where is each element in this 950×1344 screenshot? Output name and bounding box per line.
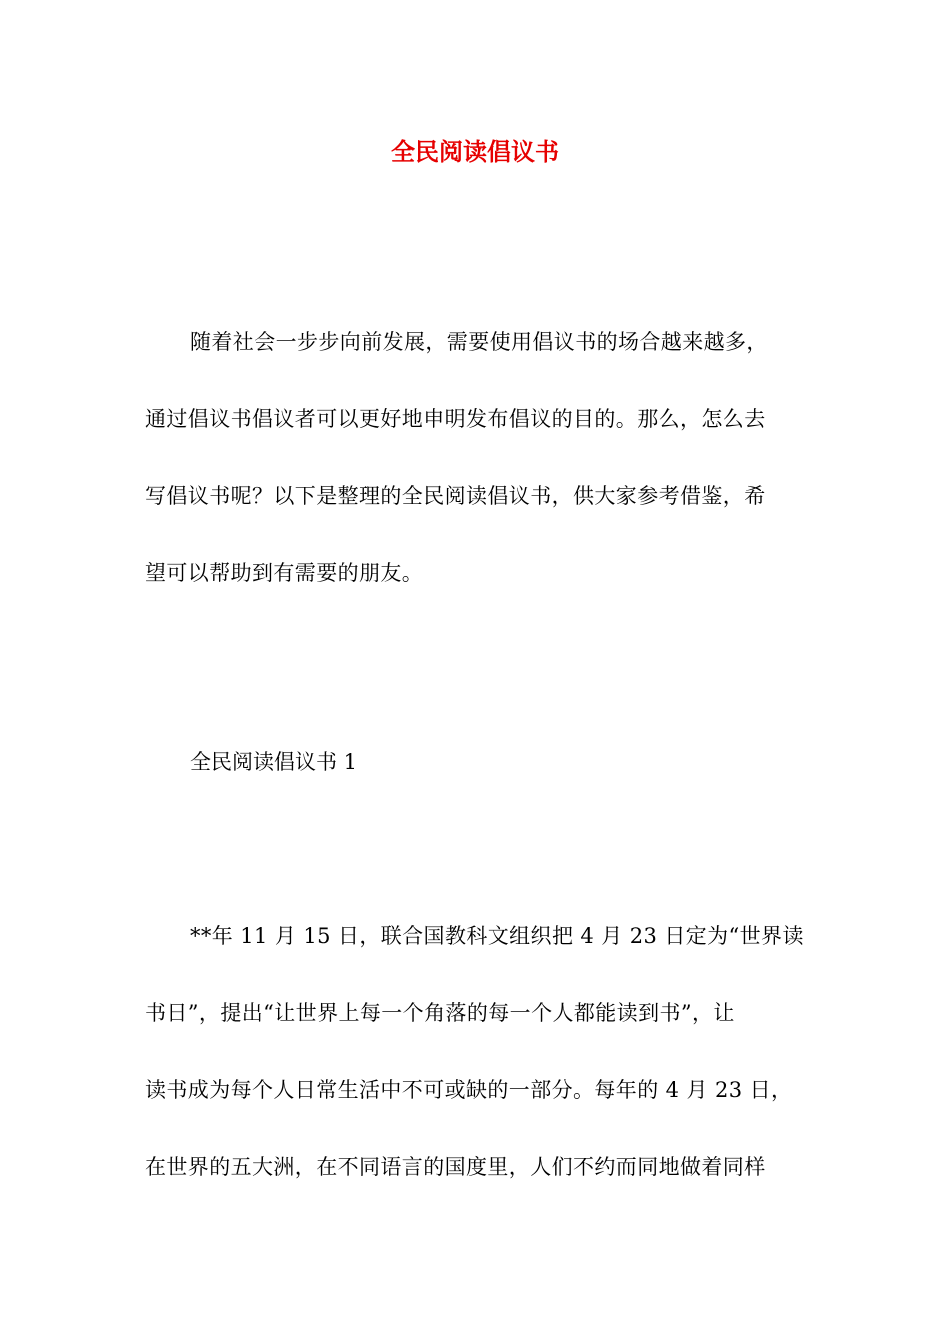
paragraph-line: 望可以帮助到有需要的朋友。 xyxy=(145,561,424,585)
paragraph-line: 随着社会一步步向前发展，需要使用倡议书的场合越来越多， xyxy=(190,330,768,354)
paragraph-line: 通过倡议书倡议者可以更好地申明发布倡议的目的。那么，怎么去 xyxy=(145,407,766,431)
paragraph-line: 写倡议书呢？以下是整理的全民阅读倡议书，供大家参考借鉴，希 xyxy=(145,484,766,508)
paragraph-line: 读书成为每个人日常生活中不可或缺的一部分。每年的 4 月 23 日， xyxy=(145,1078,793,1102)
section-heading: 全民阅读倡议书 1 xyxy=(190,750,358,774)
paragraph-line: **年 11 月 15 日，联合国教科文组织把 4 月 23 日定为“世界读 xyxy=(190,924,804,948)
paragraph-line: 书日”，提出“让世界上每一个角落的每一个人都能读到书”，让 xyxy=(145,1001,735,1025)
paragraph-line: 在世界的五大洲，在不同语言的国度里，人们不约而同地做着同样 xyxy=(145,1155,766,1179)
intro-paragraph xyxy=(145,322,805,630)
section-paragraph xyxy=(145,916,805,1224)
document-title: 全民阅读倡议书 xyxy=(391,138,559,166)
